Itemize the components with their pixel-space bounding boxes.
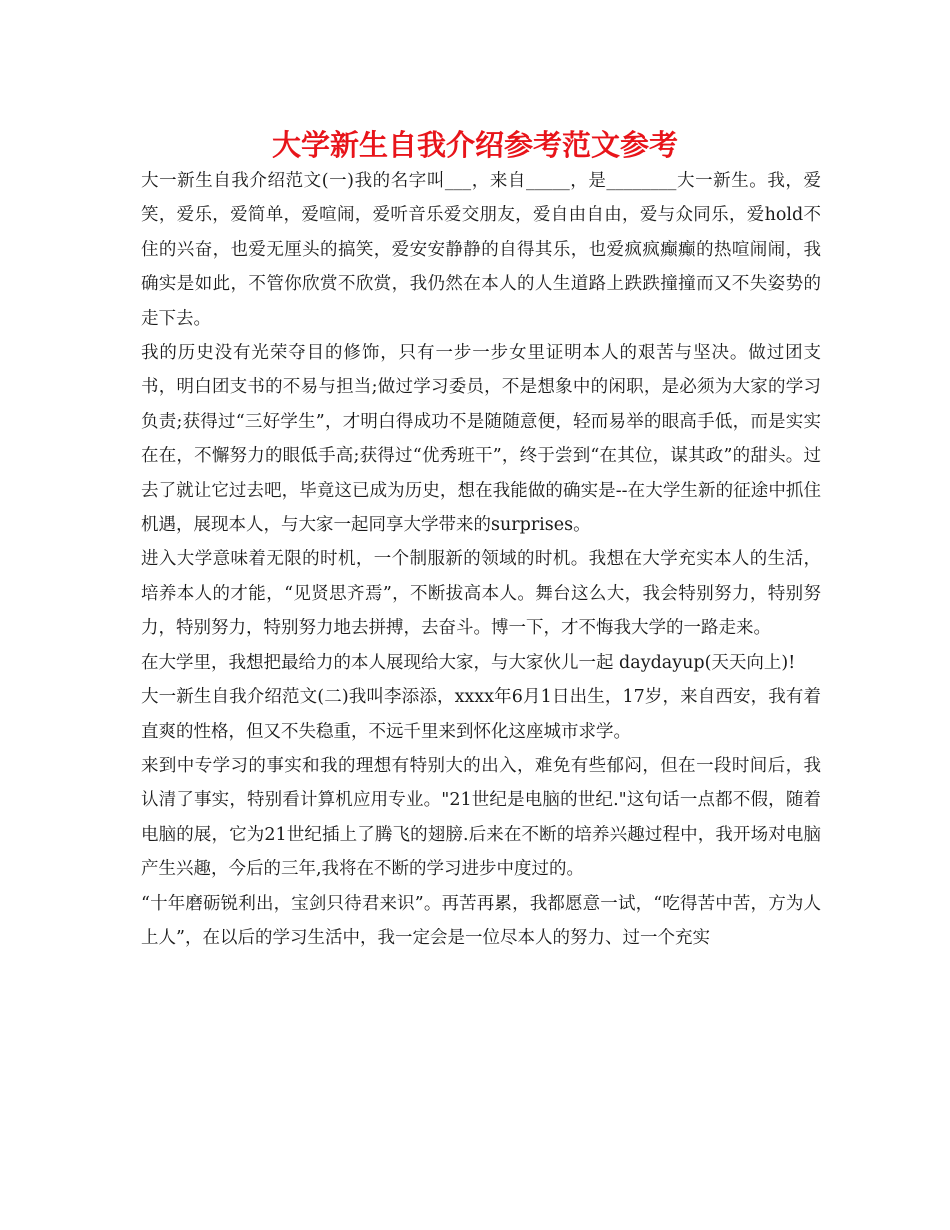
- paragraph-6: 来到中专学习的事实和我的理想有特别大的出入，难免有些郁闷，但在一段时间后，我认清了事实，特别看计算机应用专业。"21世纪是电脑的世纪."这句话一点都不假，随着电脑的展，它为21世纪插上了腾飞的翅膀.后来在不断的培养兴趣过程中，我开场对电脑产生兴趣，今后的三年,我将在不断的学习进步中度过的。: [141, 755, 821, 880]
- paragraph-1: 大一新生自我介绍范文(一)我的名字叫___，来自_____，是________大一新生。我，爱笑，爱乐，爱简单，爱喧闹，爱听音乐爱交朋友，爱自由自由，爱与众同乐，爱hold不住的兴奋，也爱无厘头的搞笑，爱安安静静的自得其乐，也爱疯疯癫癫的热喧闹闹，我确实是如此，不管你欣赏不欣赏，我仍然在本人的人生道路上跌跌撞撞而又不失姿势的走下去。: [141, 171, 821, 329]
- paragraph-5: 大一新生自我介绍范文(二)我叫李添添，xxxx年6月1日出生，17岁，来自西安，我有着直爽的性格，但又不失稳重，不远千里来到怀化这座城市求学。: [141, 687, 821, 742]
- document-body: [141, 164, 821, 955]
- paragraph-3: 进入大学意味着无限的时机，一个制服新的领域的时机。我想在大学充实本人的生活，培养本人的才能，“见贤思齐焉”，不断拔高本人。舞台这么大，我会特别努力，特别努力，特别努力，特别努力地去拼搏，去奋斗。博一下，才不悔我大学的一路走来。: [141, 549, 821, 639]
- document-title: 大学新生自我介绍参考范文参考: [271, 128, 678, 162]
- paragraph-4: 在大学里，我想把最给力的本人展现给大家，与大家伙儿一起 daydayup(天天向上)!: [141, 652, 796, 673]
- paragraph-7: “十年磨砺锐利出，宝剑只待君来识”。再苦再累，我都愿意一试，“吃得苦中苦，方为人上人”，在以后的学习生活中，我一定会是一位尽本人的努力、过一个充实: [141, 893, 821, 948]
- paragraph-2: 我的历史没有光荣夺目的修饰，只有一步一步女里证明本人的艰苦与坚决。做过团支书，明白团支书的不易与担当;做过学习委员，不是想象中的闲职，是必须为大家的学习负责;获得过“三好学生”，才明白得成功不是随随意便，轻而易举的眼高手低，而是实实在在，不懈努力的眼低手高;获得过“优秀班干”，终于尝到“在其位，谋其政”的甜头。过去了就让它过去吧，毕竟这已成为历史，想在我能做的确实是--在大学生新的征途中抓住机遇，展现本人，与大家一起同享大学带来的surprises。: [141, 343, 821, 536]
